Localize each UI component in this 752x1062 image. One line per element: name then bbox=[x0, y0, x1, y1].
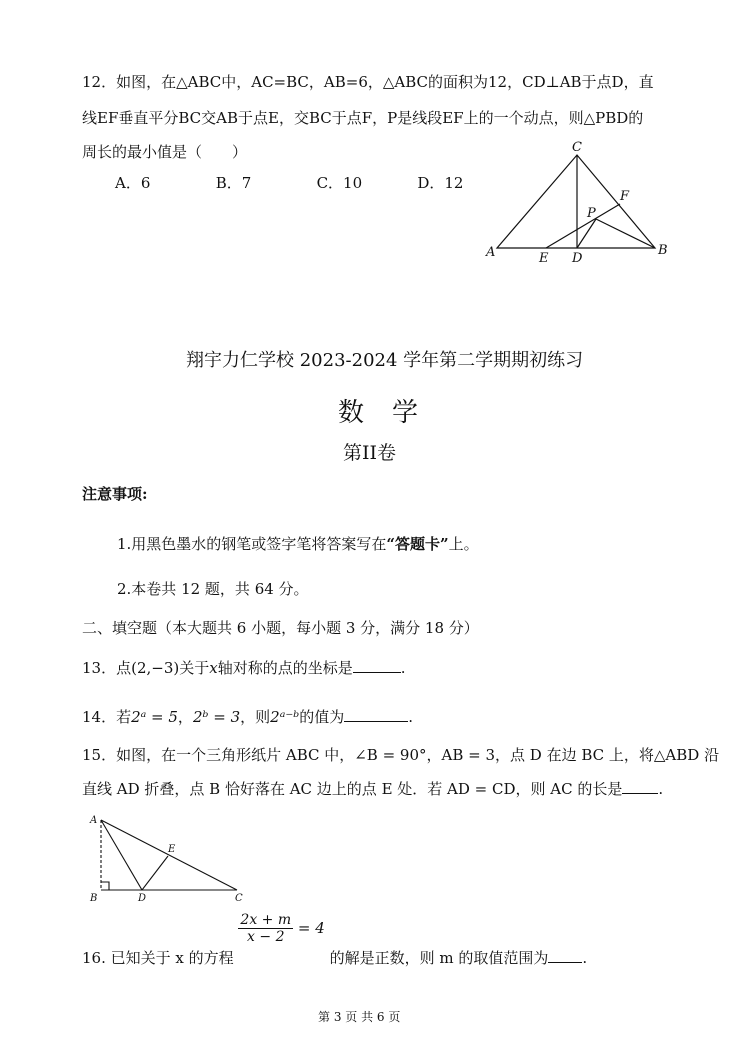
label-c: C bbox=[572, 140, 582, 155]
label-e: E bbox=[168, 844, 176, 855]
volume-title: 第II卷 bbox=[343, 442, 397, 464]
right-angle-mark bbox=[101, 882, 109, 890]
label-d: D bbox=[572, 251, 583, 266]
q16-fraction: $\frac{2x + m}{x - 2}$ bbox=[240, 912, 292, 945]
q14: 14．若2ᵃ = 5，2ᵇ = 3，则2ᵃ⁻ᵇ的值为 . bbox=[82, 708, 414, 726]
notice-item-1: 1.用黑色墨水的钢笔或签字笔将答案写在“答题卡”上。 bbox=[117, 535, 479, 553]
label-a: A bbox=[90, 815, 98, 826]
section-2-heading: 二、填空题（本大题共 6 小题，每小题 3 分，满分 18 分） bbox=[82, 619, 479, 637]
label-b: B bbox=[658, 243, 668, 258]
q12-option-a: A．6 bbox=[115, 174, 151, 192]
label-f: F bbox=[620, 189, 630, 204]
triangle-abc bbox=[497, 155, 655, 248]
q12-options bbox=[115, 172, 513, 193]
q15-triangle-figure bbox=[80, 810, 260, 910]
label-d: D bbox=[138, 893, 147, 904]
q15-answer-blank bbox=[622, 779, 658, 794]
q16: 16. 已知关于 x 的方程 $\frac{2x + m}{x - 2}$ = 4 的解是正数，则 m 的取值范围为 . bbox=[82, 912, 588, 967]
segment-pb bbox=[596, 219, 655, 248]
q12-option-b: B．7 bbox=[215, 174, 252, 192]
q12-option-c: C．10 bbox=[316, 174, 363, 192]
q12-option-d: D．12 bbox=[417, 174, 464, 192]
label-e: E bbox=[539, 251, 549, 266]
q12-line-1: 12．如图，在△ABC中，AC=BC，AB=6，△ABC的面积为12，CD⊥AB于点D，直 bbox=[82, 73, 654, 91]
page-footer: 第 3 页 共 6 页 bbox=[318, 1010, 401, 1024]
q15-line-2: 直线 AD 折叠，点 B 恰好落在 AC 边上的点 E 处．若 AD = CD，则 AC 的长是 . bbox=[82, 780, 664, 798]
label-b: B bbox=[90, 893, 98, 904]
subject-title: 数学 bbox=[338, 398, 447, 428]
notice-heading: 注意事项: bbox=[82, 485, 148, 503]
q13: 13．点(2,−3)关于x轴对称的点的坐标是 . bbox=[82, 659, 406, 677]
q15-line-1: 15．如图，在一个三角形纸片 ABC 中，∠B = 90°，AB = 3，点 D 在边 BC 上，将△ABD 沿 bbox=[82, 746, 720, 764]
q12-line-2: 线EF垂直平分BC交AB于点E，交BC于点F，P是线段EF上的一个动点，则△PBD的 bbox=[82, 109, 644, 127]
q16-answer-blank bbox=[548, 948, 582, 963]
segment-de bbox=[142, 856, 168, 890]
q13-answer-blank bbox=[353, 658, 401, 673]
school-title: 翔宇力仁学校 2023-2024 学年第二学期期初练习 bbox=[186, 350, 584, 371]
q12-line-3: 周长的最小值是（ ） bbox=[82, 143, 248, 161]
label-p: P bbox=[587, 206, 596, 221]
label-c: C bbox=[235, 893, 243, 904]
q14-answer-blank bbox=[344, 707, 408, 722]
label-a: A bbox=[486, 245, 496, 260]
q12-triangle-figure bbox=[480, 140, 680, 270]
notice-item-2: 2.本卷共 12 题，共 64 分。 bbox=[117, 580, 309, 598]
